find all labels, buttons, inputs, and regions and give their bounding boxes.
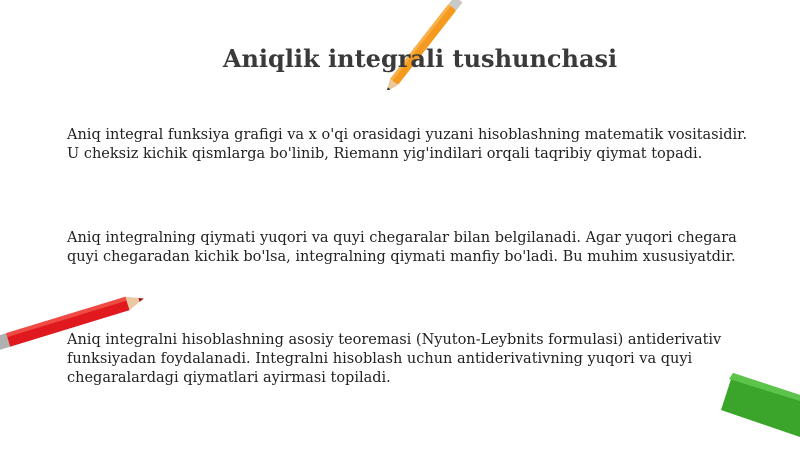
paragraph-theorem: Aniq integralni hisoblashning asosiy teoremasi (Nyuton-Leybnits formulasi) antiderivativ funksiyadan foydalanadi. Integralni hisoblash uchun antiderivativning yuqori va quyi chegaralardagi qiymatlari ayirmasi topiladi.	[67, 332, 722, 386]
paragraph-limits: Aniq integralning qiymati yuqori va quyi chegaralar bilan belgilanadi. Agar yuqori chegara quyi chegaradan kichik bo'lsa, integralning qiymati manfiy bo'ladi. Bu muhim xususiyatdir.	[67, 230, 737, 265]
slide-title: Aniqlik integrali tushunchasi	[222, 44, 618, 74]
paragraph-definition: Aniq integral funksiya grafigi va x o'qi orasidagi yuzani hisoblashning matematik vositasidir. U cheksiz kichik qismlarga bo'linib, Riemann yig'indilari orqali taqribiy qiymat topadi.	[67, 127, 748, 162]
